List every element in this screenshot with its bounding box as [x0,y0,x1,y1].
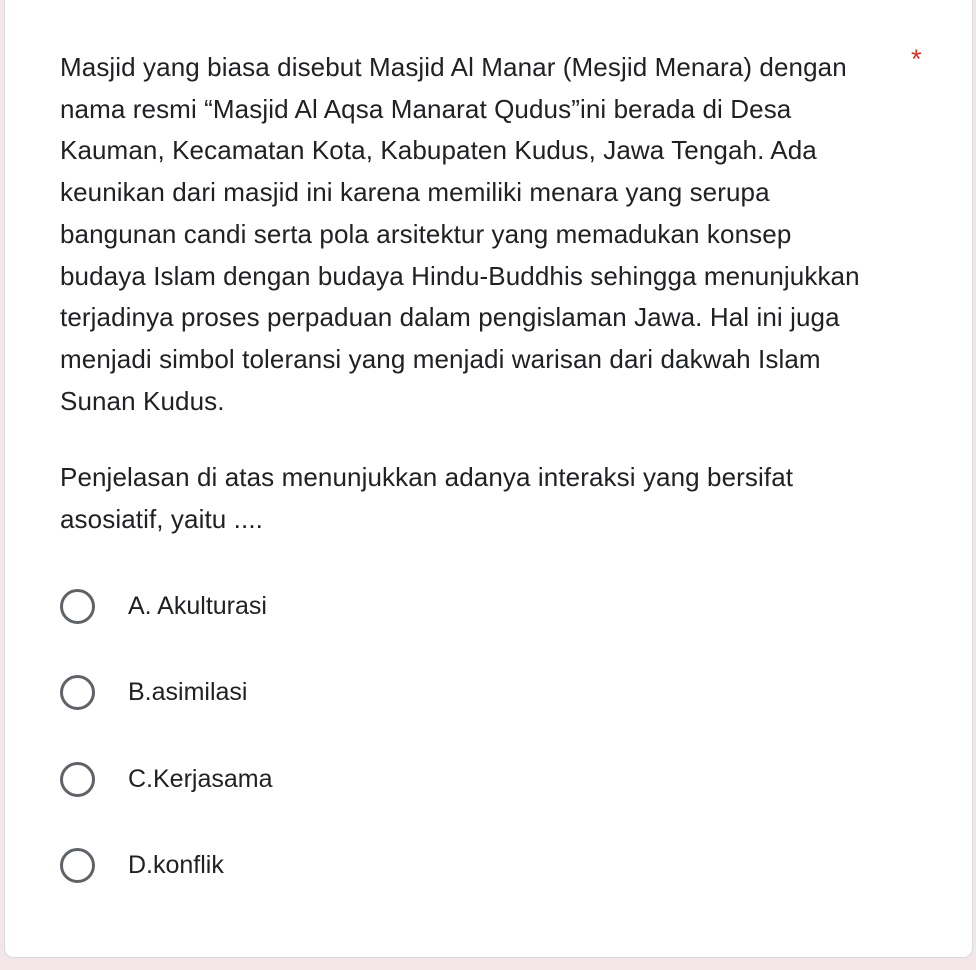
option-d[interactable] [60,837,760,895]
option-label: C.Kerjasama [128,764,273,793]
option-label: B.asimilasi [128,678,248,706]
question-card [4,0,973,958]
radio-group [60,577,760,923]
option-label: D.konflik [128,851,224,879]
radio-button-icon[interactable] [60,762,95,797]
option-c[interactable] [60,750,760,808]
required-asterisk: * [911,44,922,74]
option-a[interactable] [60,577,760,635]
option-b[interactable] [60,664,760,722]
question-paragraph-2: Penjelasan di atas menunjukkan adanya interaksi yang bersifat asosiatif, yaitu .... [60,462,794,535]
option-label: A. Akulturasi [128,591,267,620]
question-paragraph-1: Masjid yang biasa disebut Masjid Al Manar (Mesjid Menara) dengan nama resmi “Masjid Al Aqsa Manarat Qudus”ini berada di Desa Kauman, Kecamatan Kota, Kabupaten Kudus, Jawa Tengah. Ada keunikan dari masjid ini karena memiliki menara yang serupa bangunan candi serta pola arsitektur yang memadukan konsep budaya Islam dengan budaya Hindu-Buddhis sehingga menunjukkan terjadinya proses perpaduan dalam pengislaman Jawa. Hal ini juga menjadi simbol toleransi yang menjadi warisan dari dakwah Islam Sunan Kudus. [60,52,860,416]
question-text [60,47,880,541]
radio-button-icon[interactable] [60,589,95,624]
radio-button-icon[interactable] [60,848,95,883]
radio-button-icon[interactable] [60,675,95,710]
